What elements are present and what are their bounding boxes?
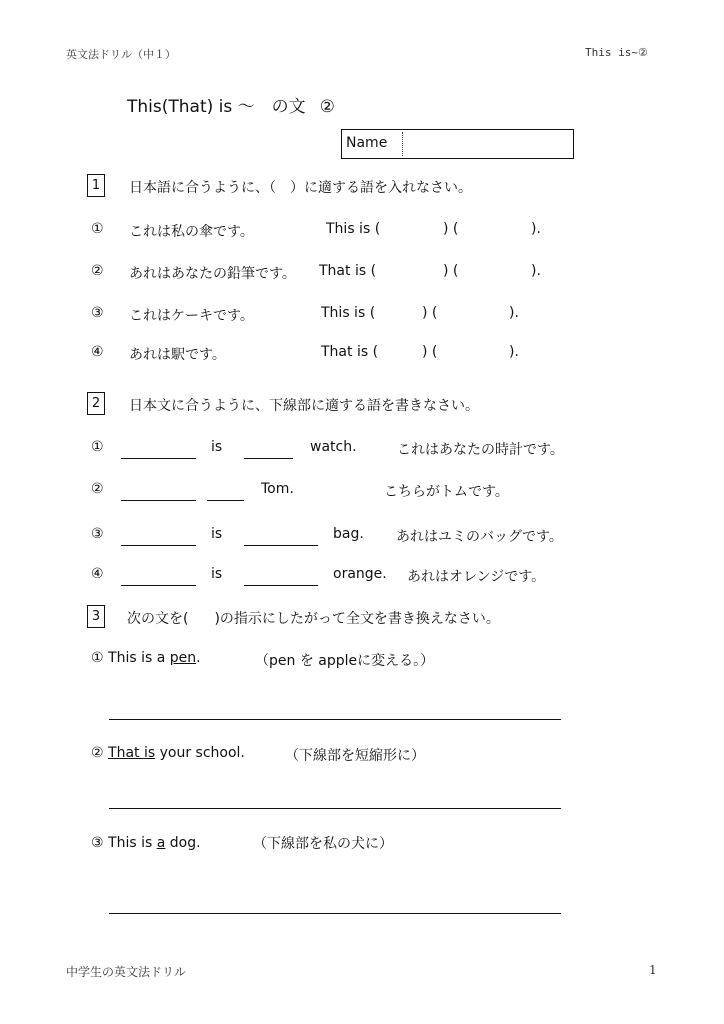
s1-item4-paren2: ). — [509, 344, 519, 360]
page-number: 1 — [649, 963, 657, 977]
s1-item4-en: That is ( — [321, 344, 379, 360]
s1-item2-en: That is ( — [319, 263, 377, 279]
s1-item4-paren1: ) ( — [422, 344, 438, 360]
s1-item1-marker: ① — [91, 221, 104, 237]
page-title — [127, 92, 335, 117]
title-number: ② — [319, 97, 335, 117]
s3-item1-note: （pen を appleに変える。） — [255, 653, 435, 669]
s2-item1-word1: is — [211, 439, 223, 455]
s2-item4-word1: is — [211, 566, 223, 582]
s1-item1-paren1: ) ( — [443, 221, 459, 237]
s1-item3-jp: これはケーキです。 — [129, 308, 254, 324]
s2-item3-word2: bag. — [333, 526, 364, 542]
s1-item3-paren1: ) ( — [422, 305, 438, 321]
s2-item4-marker: ④ — [91, 566, 104, 582]
s3-item1-post: . — [196, 650, 201, 666]
name-divider — [402, 132, 403, 156]
s2-item1-jp: これはあなたの時計です。 — [397, 442, 564, 458]
section-2-instruction: 日本文に合うように、下線部に適する語を書きなさい。 — [129, 398, 479, 414]
title-text: This(That) is ～ の文 — [127, 97, 306, 117]
s3-item3-pre: This is — [108, 835, 157, 851]
section-1-instruction: 日本語に合うように、（ ）に適する語を入れなさい。 — [129, 180, 472, 196]
s2-item4-blank1[interactable] — [121, 585, 196, 586]
s3-item2 — [91, 745, 245, 761]
section-1-number: 1 — [87, 174, 105, 197]
s1-item3-en: This is ( — [321, 305, 376, 321]
header-left: 英文法ドリル（中１） — [66, 48, 176, 61]
name-label: Name — [346, 135, 388, 151]
s1-item3-marker: ③ — [91, 305, 104, 321]
s3-item1-underlined: pen — [169, 650, 197, 666]
s2-item2-jp: こちらがトムです。 — [384, 484, 509, 500]
s1-item1-jp: これは私の傘です。 — [129, 224, 254, 240]
s3-item2-marker: ② — [91, 745, 104, 761]
section-3-instruction — [127, 608, 500, 628]
s3-item2-answer-line[interactable] — [109, 808, 561, 809]
s2-item2-word2: Tom. — [261, 481, 294, 497]
s1-item4-jp: あれは駅です。 — [129, 347, 226, 363]
s2-item3-word1: is — [211, 526, 223, 542]
s2-item1-blank2[interactable] — [244, 458, 293, 459]
s1-item2-marker: ② — [91, 263, 104, 279]
s3-item2-note: （下線部を短縮形に） — [285, 748, 425, 764]
s3-item3-answer-line[interactable] — [109, 913, 561, 914]
s1-item1-paren2: ). — [531, 221, 541, 237]
s2-item4-blank2[interactable] — [244, 585, 318, 586]
s3-item1-pre: This is a — [108, 650, 170, 666]
s1-item2-paren2: ). — [531, 263, 541, 279]
s2-item2-marker: ② — [91, 481, 104, 497]
name-box[interactable] — [341, 129, 574, 159]
s3-item3 — [91, 835, 201, 851]
s1-item2-jp: あれはあなたの鉛筆です。 — [129, 266, 296, 282]
s2-item1-word2: watch. — [310, 439, 357, 455]
section-3-instruction-a: 次の文を( — [127, 611, 189, 627]
s1-item3-paren2: ). — [509, 305, 519, 321]
section-3-number: 3 — [87, 605, 105, 628]
s1-item4-marker: ④ — [91, 344, 104, 360]
s2-item3-blank2[interactable] — [244, 545, 318, 546]
s3-item3-post: dog. — [165, 835, 201, 851]
s1-item1-en: This is ( — [326, 221, 381, 237]
section-2-number: 2 — [87, 392, 105, 415]
s2-item1-blank1[interactable] — [121, 458, 196, 459]
s3-item3-note: （下線部を私の犬に） — [253, 836, 393, 852]
s1-item2-paren1: ) ( — [443, 263, 459, 279]
s2-item4-jp: あれはオレンジです。 — [407, 569, 546, 585]
s2-item4-word2: orange. — [333, 566, 387, 582]
section-3-instruction-b: )の指示にしたがって全文を書き換えなさい。 — [214, 611, 500, 627]
s3-item3-underlined: a — [156, 835, 166, 851]
s2-item2-blank1[interactable] — [121, 500, 196, 501]
s2-item3-jp: あれはユミのバッグです。 — [396, 529, 563, 545]
s3-item3-marker: ③ — [91, 835, 104, 851]
s3-item1 — [91, 650, 201, 666]
s2-item1-marker: ① — [91, 439, 104, 455]
footer-title: 中学生の英文法ドリル — [66, 965, 187, 979]
s3-item2-post: your school. — [155, 745, 245, 761]
s2-item3-marker: ③ — [91, 526, 104, 542]
s3-item2-underlined: That is — [108, 745, 156, 761]
header-right: This is~② — [585, 46, 648, 59]
s2-item3-blank1[interactable] — [121, 545, 196, 546]
s3-item1-answer-line[interactable] — [109, 719, 561, 720]
s2-item2-blank2[interactable] — [207, 500, 244, 501]
s3-item1-marker: ① — [91, 650, 104, 666]
